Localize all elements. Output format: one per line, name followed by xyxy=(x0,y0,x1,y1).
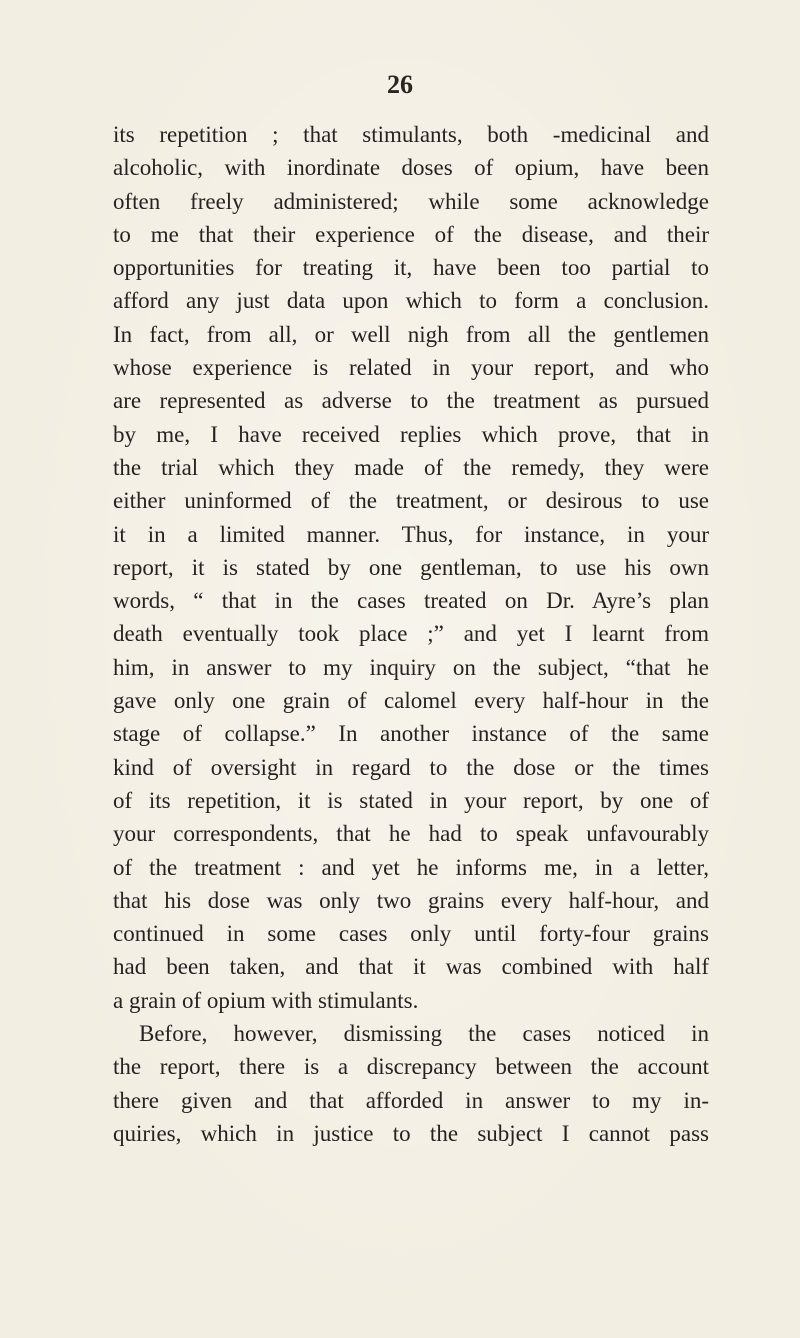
text-line: had been taken, and that it was combined with half xyxy=(113,954,709,980)
text-line: Before, however, dismissing the cases noticed in xyxy=(139,1021,709,1047)
text-line: report, it is stated by one gentleman, to use his own xyxy=(113,554,709,580)
text-line: opportunities for treating it, have been too partial to xyxy=(113,255,709,281)
text-line: of its repetition, it is stated in your report, by one of xyxy=(113,787,709,813)
page-number: 26 xyxy=(387,70,413,99)
text-line: are represented as adverse to the treatment as pursued xyxy=(113,388,709,414)
text-line: by me, I have received replies which prove, that in xyxy=(113,421,709,447)
text-line: gave only one grain of calomel every half-hour in the xyxy=(113,688,709,714)
text-line: him, in answer to my inquiry on the subject, “that he xyxy=(113,654,709,680)
text-line: it in a limited manner. Thus, for instance, in your xyxy=(113,521,709,547)
text-line: quiries, which in justice to the subject I cannot pass xyxy=(113,1120,709,1146)
text-line: the report, there is a discrepancy between the account xyxy=(113,1054,709,1080)
text-line: whose experience is related in your report, and who xyxy=(113,355,709,381)
text-line: either uninformed of the treatment, or desirous to use xyxy=(113,488,709,514)
text-line: its repetition ; that stimulants, both -medicinal and xyxy=(113,122,709,147)
text-line: stage of collapse.” In another instance of the same xyxy=(113,721,709,747)
text-line: to me that their experience of the disease, and their xyxy=(113,221,709,247)
text-line: the trial which they made of the remedy, they were xyxy=(113,454,709,480)
text-line: a grain of opium with stimulants. xyxy=(113,987,419,1013)
text-line: there given and that afforded in answer to my in- xyxy=(113,1087,709,1113)
text-line: alcoholic, with inordinate doses of opium, have been xyxy=(113,155,709,181)
text-line: continued in some cases only until forty-four grains xyxy=(113,921,709,947)
text-line: of the treatment : and yet he informs me, in a letter, xyxy=(113,854,709,880)
text-line: your correspondents, that he had to speak unfavourably xyxy=(113,821,709,847)
text-line: that his dose was only two grains every half-hour, and xyxy=(113,887,709,913)
body-text xyxy=(113,118,709,1150)
text-line: death eventually took place ;” and yet I learnt from xyxy=(113,621,709,647)
text-line: In fact, from all, or well nigh from all the gentlemen xyxy=(113,321,709,347)
text-line: kind of oversight in regard to the dose or the times xyxy=(113,754,709,780)
text-line: words, “ that in the cases treated on Dr. Ayre’s plan xyxy=(113,588,709,614)
text-line: afford any just data upon which to form a conclusion. xyxy=(113,288,709,314)
text-line: often freely administered; while some acknowledge xyxy=(113,188,709,214)
